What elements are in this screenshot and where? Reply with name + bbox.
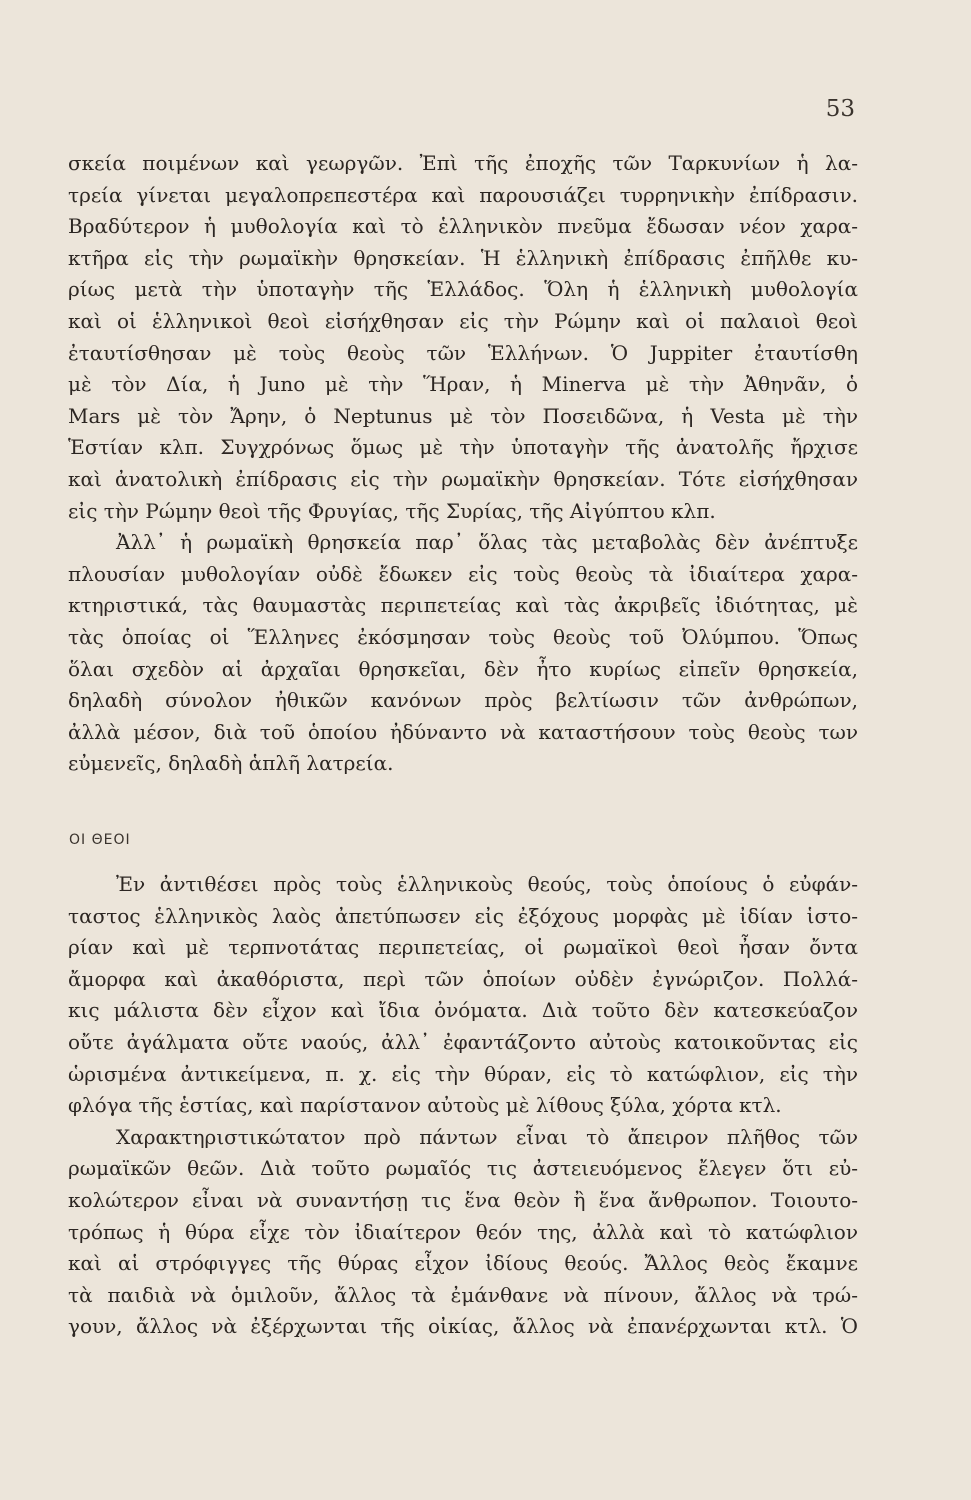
text-line: κις μάλιστα δὲν εἶχον καὶ ἴδια ὀνόματα. Διὰ τοῦτο δὲν κατεσκεύαζον [68, 998, 858, 1023]
text-line: κολώτερον εἶναι νὰ συναντήσῃ τις ἕνα θεὸν ἢ ἕνα ἄνθρωπον. Τοιουτο- [68, 1187, 858, 1212]
text-line: δηλαδὴ σύνολον ἠθικῶν κανόνων πρὸς βελτίωσιν τῶν ἀνθρώπων, [68, 688, 858, 713]
text-line: Ἑστίαν κλπ. Συγχρόνως ὅμως μὲ τὴν ὑποταγὴν τῆς ἀνατολῆς ἤρχισε [68, 435, 858, 460]
text-line: καὶ ἀνατολικὴ ἐπίδρασις εἰς τὴν ρωμαϊκὴν θρησκείαν. Τότε εἰσήχθησαν [68, 466, 858, 491]
text-line: ρίαν καὶ μὲ τερπνοτάτας περιπετείας, οἱ ρωμαϊκοὶ θεοὶ ἦσαν ὄντα [68, 935, 858, 960]
text-line: μὲ τὸν Δία, ἡ Juno μὲ τὴν Ἥραν, ἡ Minerva μὲ τὴν Ἀθηνᾶν, ὁ [68, 372, 858, 397]
text-line: ὡρισμένα ἀντικείμενα, π. χ. εἰς τὴν θύραν, εἰς τὸ κατώφλιον, εἰς τὴν [68, 1061, 858, 1086]
text-line: ἀλλὰ μέσον, διὰ τοῦ ὁποίου ἠδύναντο νὰ καταστήσουν τοὺς θεοὺς των [68, 719, 858, 744]
text-line: ἐταυτίσθησαν μὲ τοὺς θεοὺς τῶν Ἑλλήνων. Ὁ Juppiter ἐταυτίσθη [68, 340, 858, 365]
paragraph-block-intro [68, 148, 858, 780]
text-line: φλόγα τῆς ἑστίας, καὶ παρίστανον αὐτοὺς μὲ λίθους ξύλα, χόρτα κτλ. [68, 1093, 782, 1118]
text-line: κτηριστικά, τὰς θαυμαστὰς περιπετείας καὶ τὰς ἀκριβεῖς ἰδιότητας, μὲ [68, 593, 858, 618]
text-line: εἰς τὴν Ρώμην θεοὶ τῆς Φρυγίας, τῆς Συρίας, τῆς Αἰγύπτου κλπ. [68, 498, 716, 523]
text-line: Ἀλλ᾿ ἡ ρωμαϊκὴ θρησκεία παρ᾿ ὅλας τὰς μεταβολὰς δὲν ἀνέπτυξε [116, 530, 858, 555]
text-line: ταστος ἑλληνικὸς λαὸς ἀπετύπωσεν εἰς ἐξόχους μορφὰς μὲ ἰδίαν ἱστο- [68, 903, 858, 928]
text-line: ἄμορφα καὶ ἀκαθόριστα, περὶ τῶν ὁποίων οὐδὲν ἐγνώριζον. Πολλά- [68, 966, 858, 991]
text-line: καὶ οἱ ἑλληνικοὶ θεοὶ εἰσήχθησαν εἰς τὴν Ρώμην καὶ οἱ παλαιοὶ θεοὶ [68, 308, 858, 333]
text-line: τὰς ὁποίας οἱ Ἕλληνες ἐκόσμησαν τοὺς θεοὺς τοῦ Ὀλύμπου. Ὅπως [68, 624, 858, 649]
paragraph-block-gods [68, 869, 858, 1343]
text-line: καὶ αἱ στρόφιγγες τῆς θύρας εἶχον ἰδίους θεούς. Ἄλλος θεὸς ἔκαμνε [68, 1251, 858, 1276]
page-number: 53 [825, 96, 855, 122]
text-line: κτῆρα εἰς τὴν ρωμαϊκὴν θρησκείαν. Ἡ ἑλληνικὴ ἐπίδρασις ἐπῆλθε κυ- [68, 245, 858, 270]
text-line: ρωμαϊκῶν θεῶν. Διὰ τοῦτο ρωμαῖός τις ἀστειευόμενος ἔλεγεν ὅτι εὐ- [68, 1156, 858, 1181]
text-line: ρίως μετὰ τὴν ὑποταγὴν τῆς Ἑλλάδος. Ὅλη ἡ ἑλληνικὴ μυθολογία [68, 277, 858, 302]
text-line: πλουσίαν μυθολογίαν οὐδὲ ἔδωκεν εἰς τοὺς θεοὺς τὰ ἰδιαίτερα χαρα- [68, 561, 858, 586]
text-line: Ἐν ἀντιθέσει πρὸς τοὺς ἑλληνικοὺς θεούς, τοὺς ὁποίους ὁ εὐφάν- [116, 872, 858, 896]
text-line: τρεία γίνεται μεγαλοπρεπεστέρα καὶ παρουσιάζει τυρρηνικὴν ἐπίδρασιν. [68, 182, 858, 207]
text-line: οὔτε ἀγάλματα οὔτε ναούς, ἀλλ᾿ ἐφαντάζοντο αὐτοὺς κατοικοῦντας εἰς [68, 1029, 858, 1054]
text-line: Βραδύτερον ἡ μυθολογία καὶ τὸ ἑλληνικὸν πνεῦμα ἔδωσαν νέον χαρα- [68, 214, 858, 239]
text-line: σκεία ποιμένων καὶ γεωργῶν. Ἐπὶ τῆς ἐποχῆς τῶν Ταρκυνίων ἡ λα- [68, 151, 858, 175]
text-line: εὐμενεῖς, δηλαδὴ ἁπλῆ λατρεία. [68, 751, 394, 776]
text-line: Χαρακτηριστικώτατον πρὸ πάντων εἶναι τὸ ἄπειρον πλῆθος τῶν [116, 1124, 858, 1149]
section-heading: ΟΙ ΘΕΟΙ [69, 832, 131, 848]
text-line: τὰ παιδιὰ νὰ ὁμιλοῦν, ἄλλος τὰ ἐμάνθανε νὰ πίνουν, ἄλλος νὰ τρώ- [68, 1282, 858, 1307]
text-line: ὅλαι σχεδὸν αἱ ἀρχαῖαι θρησκεῖαι, δὲν ἦτο κυρίως εἰπεῖν θρησκεία, [68, 656, 858, 681]
text-line: γουν, ἄλλος νὰ ἐξέρχωνται τῆς οἰκίας, ἄλλος νὰ ἐπανέρχωνται κτλ. Ὁ [68, 1314, 858, 1339]
text-line: Mars μὲ τὸν Ἄρην, ὁ Neptunus μὲ τὸν Ποσειδῶνα, ἡ Vesta μὲ τὴν [68, 403, 858, 428]
text-line: τρόπως ἡ θύρα εἶχε τὸν ἰδιαίτερον θεόν της, ἀλλὰ καὶ τὸ κατώφλιον [68, 1219, 858, 1244]
